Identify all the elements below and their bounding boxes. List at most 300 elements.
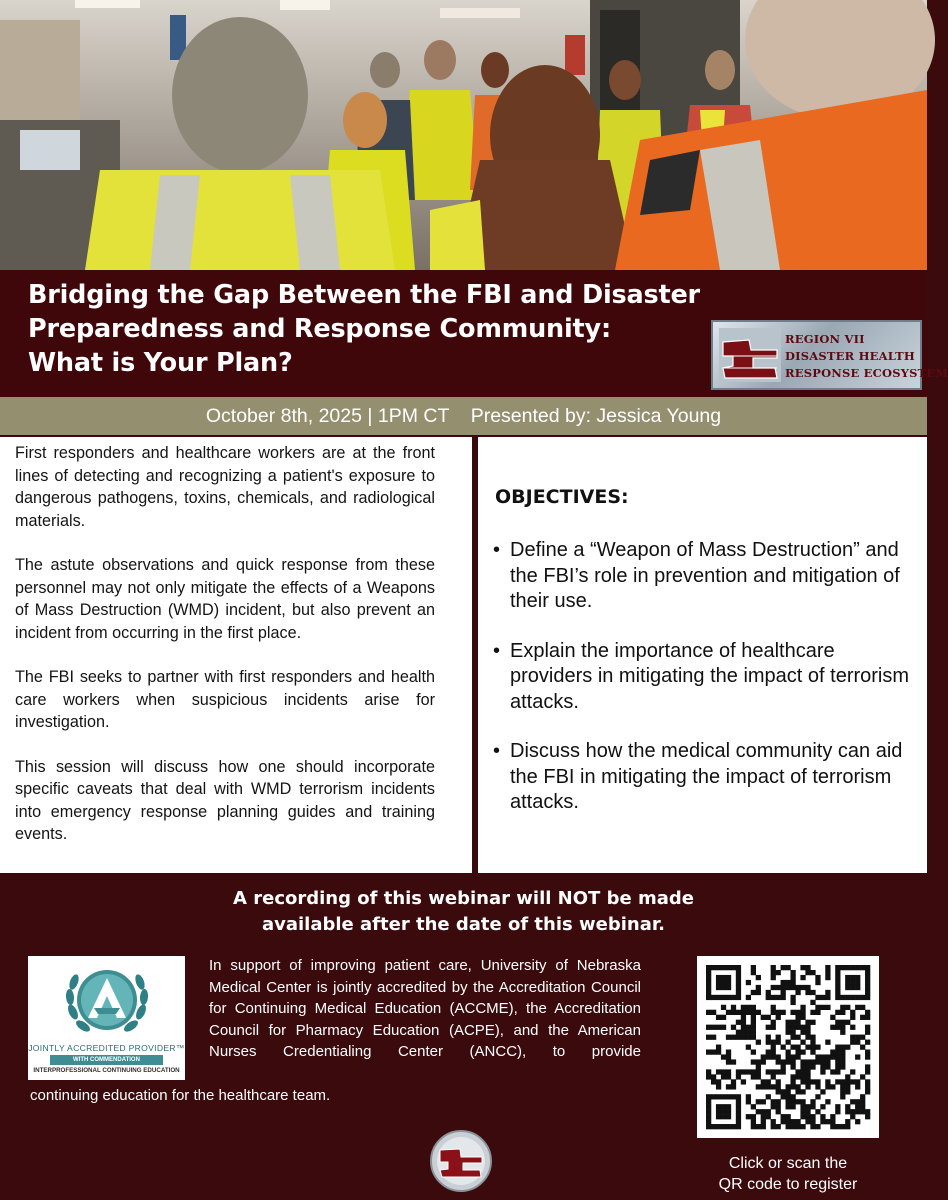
qr-module xyxy=(810,1059,815,1064)
qr-module xyxy=(790,1074,795,1079)
qr-module xyxy=(776,1015,781,1020)
qr-module xyxy=(751,1114,756,1119)
qr-module xyxy=(751,970,756,975)
qr-module xyxy=(786,965,791,970)
qr-module xyxy=(786,980,791,985)
qr-module xyxy=(860,1035,865,1040)
qr-module xyxy=(781,965,786,970)
qr-module xyxy=(800,1089,805,1094)
qr-module xyxy=(860,1045,865,1050)
qr-module xyxy=(820,1104,825,1109)
qr-module xyxy=(845,1119,850,1124)
qr-module xyxy=(761,1084,766,1089)
qr-caption-line-2: QR code to register xyxy=(718,1176,858,1193)
qr-module xyxy=(751,1035,756,1040)
qr-module xyxy=(771,1124,776,1129)
qr-module xyxy=(731,1084,736,1089)
intro-paragraph-2: The astute observations and quick response from these personnel may not only mitigate the effects of a Weapons of Mass Destruction (WMD) incident, but also prevent an incident from occurring in the first place. xyxy=(15,556,435,642)
qr-module xyxy=(751,1074,756,1079)
qr-module xyxy=(741,1020,746,1025)
qr-module xyxy=(711,1010,716,1015)
qr-module xyxy=(865,1089,870,1094)
qr-module xyxy=(835,1109,840,1114)
qr-module xyxy=(820,1119,825,1124)
qr-module xyxy=(756,1074,761,1079)
qr-module xyxy=(840,1079,845,1084)
qr-module xyxy=(721,995,726,1000)
qr-module xyxy=(860,1104,865,1109)
qr-module xyxy=(825,1084,830,1089)
qr-module xyxy=(800,1040,805,1045)
qr-module xyxy=(781,1010,786,1015)
qr-code-icon[interactable] xyxy=(706,965,870,1129)
qr-module xyxy=(766,1015,771,1020)
qr-module xyxy=(706,1049,711,1054)
qr-module xyxy=(795,985,800,990)
qr-module xyxy=(860,1015,865,1020)
hero-photo xyxy=(0,0,927,270)
qr-module xyxy=(721,1124,726,1129)
qr-module xyxy=(840,1064,845,1069)
qr-module xyxy=(855,1109,860,1114)
qr-module xyxy=(820,1005,825,1010)
qr-module xyxy=(761,1079,766,1084)
qr-module xyxy=(810,990,815,995)
badge-commendation: WITH COMMENDATION xyxy=(50,1055,163,1065)
qr-module xyxy=(815,1124,820,1129)
qr-module xyxy=(825,1059,830,1064)
qr-module xyxy=(800,1025,805,1030)
qr-module xyxy=(711,965,716,970)
qr-module xyxy=(850,1010,855,1015)
qr-module xyxy=(810,1114,815,1119)
qr-module xyxy=(855,1054,860,1059)
qr-module xyxy=(776,1054,781,1059)
qr-module xyxy=(810,1049,815,1054)
qr-module xyxy=(761,1114,766,1119)
qr-module xyxy=(835,1124,840,1129)
qr-module xyxy=(855,1035,860,1040)
objective-text: Explain the importance of healthcare providers in mitigating the impact of terrorism attacks. xyxy=(510,639,910,713)
qr-module xyxy=(766,995,771,1000)
qr-module xyxy=(781,1064,786,1069)
qr-module xyxy=(786,1030,791,1035)
qr-module xyxy=(850,1099,855,1104)
qr-module xyxy=(736,1074,741,1079)
qr-module xyxy=(825,990,830,995)
qr-module xyxy=(761,1124,766,1129)
qr-module xyxy=(766,1114,771,1119)
qr-module xyxy=(746,1045,751,1050)
qr-module xyxy=(790,995,795,1000)
qr-module xyxy=(840,1054,845,1059)
qr-module xyxy=(736,1010,741,1015)
qr-module xyxy=(805,1045,810,1050)
qr-module xyxy=(805,1119,810,1124)
qr-module xyxy=(746,1114,751,1119)
qr-module xyxy=(741,1079,746,1084)
recording-notice-line-2: available after the date of this webinar. xyxy=(261,914,665,935)
bullet-icon: • xyxy=(493,539,501,561)
qr-module xyxy=(795,1054,800,1059)
qr-module xyxy=(795,1084,800,1089)
qr-module xyxy=(766,1035,771,1040)
qr-module xyxy=(711,1049,716,1054)
accreditation-statement-end: continuing education for the healthcare team. xyxy=(30,1087,331,1104)
qr-module xyxy=(771,1010,776,1015)
badge-title: JOINTLY ACCREDITED PROVIDER™ xyxy=(28,1043,185,1053)
qr-module xyxy=(736,1104,741,1109)
qr-module xyxy=(860,1005,865,1010)
qr-module xyxy=(840,1020,845,1025)
qr-module xyxy=(776,1084,781,1089)
qr-module xyxy=(776,1079,781,1084)
qr-module xyxy=(706,1114,711,1119)
qr-module xyxy=(855,995,860,1000)
objective-item xyxy=(493,739,918,816)
qr-module xyxy=(756,1064,761,1069)
qr-module xyxy=(790,970,795,975)
region-logo-line-1: REGION VII xyxy=(785,332,865,346)
qr-module xyxy=(835,980,840,985)
qr-module xyxy=(805,1109,810,1114)
qr-module xyxy=(731,1094,736,1099)
qr-module xyxy=(835,1069,840,1074)
qr-module xyxy=(771,965,776,970)
qr-module xyxy=(815,1059,820,1064)
qr-module xyxy=(790,1030,795,1035)
qr-module xyxy=(860,995,865,1000)
qr-module xyxy=(835,1049,840,1054)
qr-module xyxy=(716,995,721,1000)
qr-module xyxy=(865,1064,870,1069)
qr-module xyxy=(716,1049,721,1054)
qr-module xyxy=(726,975,731,980)
qr-module xyxy=(850,965,855,970)
qr-module xyxy=(751,965,756,970)
qr-module xyxy=(840,1089,845,1094)
qr-module xyxy=(716,980,721,985)
qr-module xyxy=(835,1020,840,1025)
qr-module xyxy=(771,1049,776,1054)
qr-module xyxy=(786,1049,791,1054)
qr-module xyxy=(776,1069,781,1074)
qr-module xyxy=(746,1094,751,1099)
qr-module xyxy=(800,1099,805,1104)
qr-module xyxy=(781,985,786,990)
qr-module xyxy=(711,1074,716,1079)
qr-module xyxy=(726,995,731,1000)
qr-module xyxy=(790,980,795,985)
qr-module xyxy=(746,1025,751,1030)
region-logo-line-2: DISASTER HEALTH xyxy=(785,349,915,363)
qr-module xyxy=(706,1104,711,1109)
qr-module xyxy=(805,965,810,970)
qr-module xyxy=(825,995,830,1000)
qr-module xyxy=(721,1094,726,1099)
intro-paragraph-4: This session will discuss how one should incorporate specific caveats that deal with WMD terrorism incidents into emergency response planning guides and training events. xyxy=(15,757,435,843)
qr-module xyxy=(855,1040,860,1045)
event-date-presenter: October 8th, 2025 | 1PM CT Presented by: Jessica Young xyxy=(205,405,722,427)
qr-module xyxy=(711,1025,716,1030)
intro-paragraph-1: First responders and healthcare workers are at the front lines of detecting and recognizing a patient's exposure to dangerous pathogens, toxins, chemicals, and radiological materials. xyxy=(15,444,435,530)
qr-module xyxy=(810,1020,815,1025)
qr-module xyxy=(860,1074,865,1079)
qr-module xyxy=(716,965,721,970)
qr-module xyxy=(766,1049,771,1054)
qr-module xyxy=(721,1025,726,1030)
bullet-icon: • xyxy=(493,740,501,762)
qr-module xyxy=(845,995,850,1000)
qr-module xyxy=(835,965,840,970)
qr-module xyxy=(860,1094,865,1099)
qr-module xyxy=(795,1020,800,1025)
qr-module xyxy=(721,1005,726,1010)
qr-caption-line-1: Click or scan the xyxy=(728,1155,848,1172)
registration-qr-code[interactable] xyxy=(697,956,879,1138)
qr-module xyxy=(850,980,855,985)
qr-module xyxy=(835,990,840,995)
qr-module xyxy=(840,1025,845,1030)
qr-module xyxy=(805,985,810,990)
qr-module xyxy=(721,1054,726,1059)
qr-module xyxy=(850,1114,855,1119)
qr-module xyxy=(855,1079,860,1084)
qr-module xyxy=(840,1030,845,1035)
qr-module xyxy=(731,995,736,1000)
qr-module xyxy=(790,1000,795,1005)
qr-module xyxy=(820,995,825,1000)
objective-text: Define a “Weapon of Mass Destruction” and the FBI’s role in prevention and mitigation of their use. xyxy=(510,539,900,612)
qr-module xyxy=(845,1074,850,1079)
qr-module xyxy=(726,985,731,990)
qr-module xyxy=(786,1119,791,1124)
qr-module xyxy=(746,1005,751,1010)
qr-module xyxy=(771,1040,776,1045)
qr-module xyxy=(800,1124,805,1129)
qr-module xyxy=(805,1069,810,1074)
qr-module xyxy=(736,970,741,975)
qr-module xyxy=(865,1040,870,1045)
qr-module xyxy=(865,990,870,995)
qr-module xyxy=(830,1049,835,1054)
qr-module xyxy=(716,1094,721,1099)
qr-module xyxy=(845,965,850,970)
qr-module xyxy=(865,1079,870,1084)
qr-module xyxy=(786,1089,791,1094)
qr-module xyxy=(706,975,711,980)
qr-module xyxy=(850,1035,855,1040)
qr-module xyxy=(805,1114,810,1119)
qr-module xyxy=(865,965,870,970)
qr-module xyxy=(840,1045,845,1050)
qr-module xyxy=(815,1084,820,1089)
qr-module xyxy=(736,1119,741,1124)
qr-module xyxy=(716,975,721,980)
qr-module xyxy=(756,1099,761,1104)
qr-module xyxy=(721,980,726,985)
qr-module xyxy=(865,1030,870,1035)
qr-module xyxy=(726,965,731,970)
qr-module xyxy=(805,1030,810,1035)
qr-module xyxy=(776,970,781,975)
qr-module xyxy=(840,995,845,1000)
qr-module xyxy=(830,1015,835,1020)
qr-module xyxy=(731,1010,736,1015)
qr-module xyxy=(830,1084,835,1089)
qr-module xyxy=(805,1059,810,1064)
qr-module xyxy=(756,1084,761,1089)
qr-module xyxy=(840,1010,845,1015)
qr-module xyxy=(766,1069,771,1074)
qr-module xyxy=(850,1025,855,1030)
title-line-2: Preparedness and Response Community: xyxy=(28,314,611,344)
qr-module xyxy=(790,1035,795,1040)
qr-module xyxy=(771,1074,776,1079)
qr-module xyxy=(840,1124,845,1129)
qr-module xyxy=(810,1010,815,1015)
qr-module xyxy=(776,1109,781,1114)
qr-module xyxy=(771,1104,776,1109)
qr-module xyxy=(795,990,800,995)
qr-module xyxy=(865,980,870,985)
qr-module xyxy=(810,1079,815,1084)
qr-module xyxy=(776,1059,781,1064)
qr-module xyxy=(776,1010,781,1015)
qr-module xyxy=(845,1089,850,1094)
qr-module xyxy=(800,985,805,990)
qr-module xyxy=(741,1035,746,1040)
qr-module xyxy=(706,980,711,985)
qr-module xyxy=(786,1054,791,1059)
qr-module xyxy=(865,1069,870,1074)
qr-module xyxy=(781,1089,786,1094)
qr-module xyxy=(810,1000,815,1005)
qr-module xyxy=(766,1025,771,1030)
qr-module xyxy=(865,1010,870,1015)
qr-module xyxy=(721,965,726,970)
qr-module xyxy=(761,1099,766,1104)
qr-module xyxy=(761,1109,766,1114)
qr-module xyxy=(820,1114,825,1119)
qr-module xyxy=(795,1010,800,1015)
qr-module xyxy=(810,1099,815,1104)
qr-module xyxy=(845,1084,850,1089)
qr-module xyxy=(800,1074,805,1079)
qr-module xyxy=(716,985,721,990)
qr-module xyxy=(721,975,726,980)
qr-module xyxy=(835,975,840,980)
qr-module xyxy=(781,1094,786,1099)
qr-module xyxy=(835,1045,840,1050)
qr-module xyxy=(786,1020,791,1025)
qr-module xyxy=(746,980,751,985)
qr-module xyxy=(731,965,736,970)
qr-module xyxy=(771,985,776,990)
qr-module xyxy=(706,1074,711,1079)
qr-module xyxy=(751,1059,756,1064)
qr-module xyxy=(751,1020,756,1025)
qr-module xyxy=(865,985,870,990)
qr-module xyxy=(716,1109,721,1114)
qr-module xyxy=(795,1045,800,1050)
qr-module xyxy=(815,1054,820,1059)
qr-module xyxy=(726,1124,731,1129)
qr-module xyxy=(865,1114,870,1119)
qr-module xyxy=(795,1119,800,1124)
qr-module xyxy=(800,1104,805,1109)
qr-module xyxy=(726,1059,731,1064)
qr-module xyxy=(805,1020,810,1025)
qr-module xyxy=(810,1064,815,1069)
qr-module xyxy=(771,1020,776,1025)
qr-module xyxy=(860,1109,865,1114)
qr-module xyxy=(845,1124,850,1129)
qr-module xyxy=(741,1010,746,1015)
qr-module xyxy=(810,970,815,975)
qr-module xyxy=(726,1010,731,1015)
qr-module xyxy=(711,1035,716,1040)
qr-module xyxy=(781,1059,786,1064)
qr-module xyxy=(845,980,850,985)
objectives-list xyxy=(493,538,918,840)
qr-module xyxy=(835,1079,840,1084)
qr-module xyxy=(850,1069,855,1074)
qr-module xyxy=(790,1064,795,1069)
qr-module xyxy=(820,1089,825,1094)
qr-module xyxy=(850,1109,855,1114)
qr-module xyxy=(805,1079,810,1084)
qr-module xyxy=(845,1109,850,1114)
region-vii-logo xyxy=(711,320,948,390)
qr-module xyxy=(721,985,726,990)
qr-module xyxy=(736,965,741,970)
qr-module xyxy=(721,1104,726,1109)
qr-module xyxy=(706,965,711,970)
qr-module xyxy=(706,990,711,995)
qr-module xyxy=(805,1084,810,1089)
qr-module xyxy=(790,1025,795,1030)
qr-module xyxy=(741,1015,746,1020)
qr-module xyxy=(716,1069,721,1074)
region-seal-icon xyxy=(430,1130,492,1192)
qr-module xyxy=(726,1074,731,1079)
region-map-icon xyxy=(719,328,781,382)
qr-module xyxy=(751,1025,756,1030)
qr-module xyxy=(736,1030,741,1035)
qr-module xyxy=(766,1109,771,1114)
qr-module xyxy=(840,1094,845,1099)
qr-module xyxy=(766,1084,771,1089)
qr-module xyxy=(726,980,731,985)
qr-module xyxy=(865,970,870,975)
qr-module xyxy=(800,1059,805,1064)
qr-module xyxy=(855,965,860,970)
qr-module xyxy=(786,985,791,990)
qr-module xyxy=(800,1010,805,1015)
qr-module xyxy=(830,1114,835,1119)
qr-module xyxy=(736,990,741,995)
qr-module xyxy=(726,1069,731,1074)
qr-module xyxy=(751,1015,756,1020)
qr-module xyxy=(706,1010,711,1015)
qr-module xyxy=(825,1040,830,1045)
qr-module xyxy=(835,1025,840,1030)
qr-module xyxy=(706,970,711,975)
qr-module xyxy=(756,1069,761,1074)
qr-module xyxy=(815,1005,820,1010)
qr-module xyxy=(800,1030,805,1035)
